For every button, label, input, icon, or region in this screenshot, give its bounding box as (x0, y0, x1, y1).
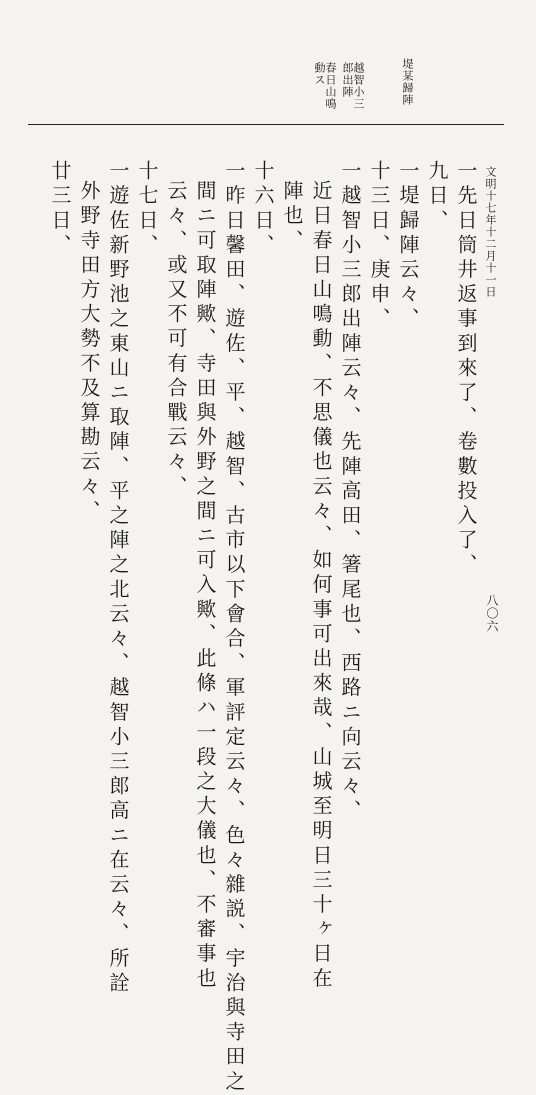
header-note-return: 堤某歸陣 (401, 58, 414, 106)
header-rule (28, 124, 504, 125)
text-line: 近日春日山鳴動、不思儀也云々、如何事可出來哉、山城至明日三十ヶ日在 (309, 180, 333, 992)
text-line: 一越智小三郎出陣云々、先陣高田、箸尾也、西路ニ向云々、 (338, 160, 362, 825)
text-line: 陣也、 (280, 180, 304, 254)
text-line: 十三日、庚申、 (367, 160, 391, 333)
text-line: 十七日、 (135, 160, 159, 259)
text-line: 九日、 (425, 160, 449, 234)
text-line: 間ニ可取陣歟、寺田與外野之間ニ可入歟、此條ハ一段之大儀也、不審事也 (193, 180, 217, 992)
text-line: 十六日、 (251, 160, 275, 259)
date-note: 文明十七年十二月十一日 (484, 166, 497, 298)
text-line: 一遊佐新野池之東山ニ取陣、平之陣之北云々、越智小三郎高ニ在云々、所詮 (106, 160, 130, 997)
page-number: 八〇六 (485, 594, 499, 633)
header-note-deploy: 越智小三郎出陣 (341, 62, 365, 110)
text-line: 一先日筒井返事到來了、卷數投入了、 (454, 160, 478, 579)
header-note-rumble: 春日山鳴動ス (313, 62, 337, 110)
text-line: 外野寺田方大勢不及算勘云々、 (77, 180, 101, 525)
text-line: 一昨日馨田、遊佐、平、越智、古市以下會合、軍評定云々、色々雜説、宇治與寺田之 (222, 160, 246, 1095)
text-line: 廿三日、 (48, 160, 72, 259)
text-line: 一堤歸陣云々、 (396, 160, 420, 333)
text-line: 云々、或又不可有合戰云々、 (164, 180, 188, 500)
